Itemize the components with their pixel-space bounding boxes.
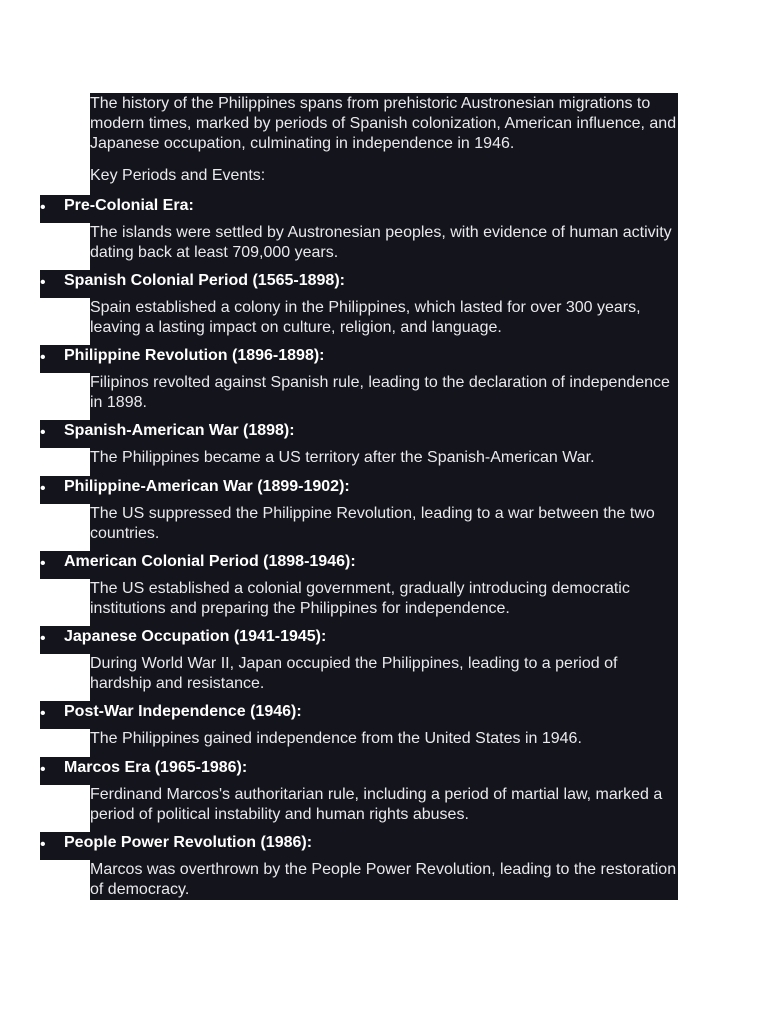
period-description: Filipinos revolted against Spanish rule, leading to the declaration of independence in 1898. [90,373,678,420]
list-item-head [40,476,678,504]
list-item-head [40,270,678,298]
period-description: Ferdinand Marcos's authoritarian rule, including a period of martial law, marked a period of political instability and human rights abuses. [90,785,678,832]
bullet-icon: • [40,555,46,572]
bullet-icon: • [40,761,46,778]
periods-list [0,195,768,900]
bullet-icon: • [40,424,46,441]
period-description: The Philippines gained independence from the United States in 1946. [90,729,678,757]
bullet-icon: • [40,274,46,291]
period-description: The US suppressed the Philippine Revolution, leading to a war between the two countries. [90,504,678,551]
period-title: Post-War Independence (1946): [64,703,302,720]
list-item-head [40,626,678,654]
period-title: Philippine Revolution (1896-1898): [64,347,325,364]
list-item-head [40,757,678,785]
bullet-icon: • [40,199,46,216]
list-item-head [40,195,678,223]
key-periods-label: Key Periods and Events: [90,157,678,195]
period-description: The islands were settled by Austronesian peoples, with evidence of human activity dating back at least 709,000 years. [90,223,678,270]
period-title: American Colonial Period (1898-1946): [64,553,356,570]
period-title: Pre-Colonial Era: [64,197,194,214]
period-title: People Power Revolution (1986): [64,834,313,851]
period-description: During World War II, Japan occupied the Philippines, leading to a period of hardship and resistance. [90,654,678,701]
period-title: Marcos Era (1965-1986): [64,759,248,776]
bullet-icon: • [40,630,46,647]
period-description: The Philippines became a US territory after the Spanish-American War. [90,448,678,476]
bullet-icon: • [40,705,46,722]
list-item-head [40,551,678,579]
list-item-head [40,701,678,729]
list-item-head [40,832,678,860]
period-title: Spanish Colonial Period (1565-1898): [64,272,345,289]
period-description: The US established a colonial government, gradually introducing democratic institutions and preparing the Philippines for independence. [90,579,678,626]
period-title: Philippine-American War (1899-1902): [64,478,350,495]
bullet-icon: • [40,836,46,853]
intro-paragraph: The history of the Philippines spans from prehistoric Austronesian migrations to modern times, marked by periods of Spanish colonization, American influence, and Japanese occupation, culminating in independence in 1946. [90,93,678,157]
period-title: Spanish-American War (1898): [64,422,295,439]
bullet-icon: • [40,480,46,497]
list-item-head [40,345,678,373]
period-description: Spain established a colony in the Philippines, which lasted for over 300 years, leaving a lasting impact on culture, religion, and language. [90,298,678,345]
period-description: Marcos was overthrown by the People Power Revolution, leading to the restoration of democracy. [90,861,677,898]
bullet-icon: • [40,349,46,366]
period-title: Japanese Occupation (1941-1945): [64,628,327,645]
list-item-head [40,420,678,448]
document-body [0,93,768,900]
